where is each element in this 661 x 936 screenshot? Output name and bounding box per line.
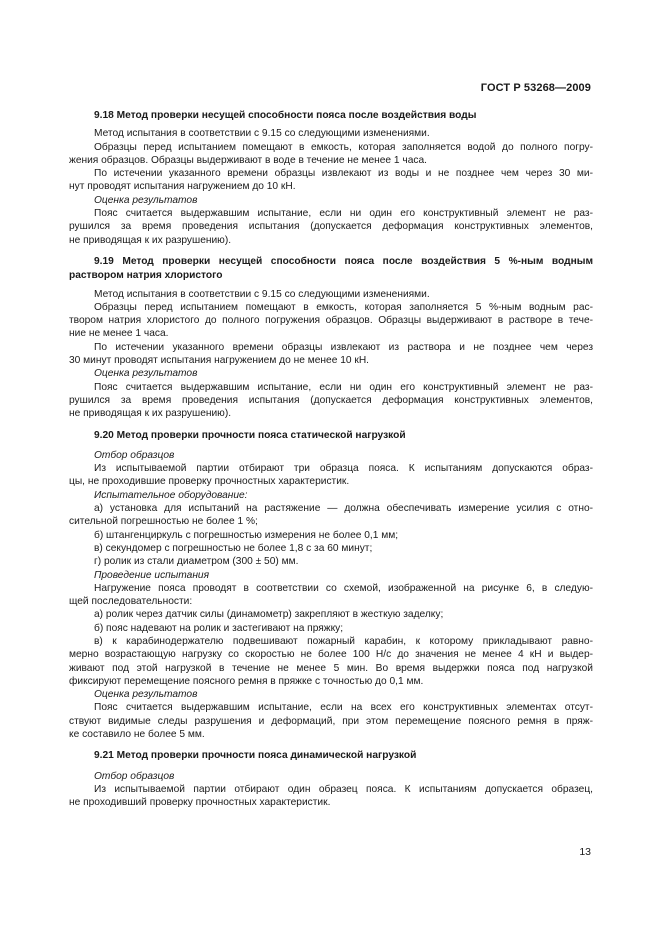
list-item-cont: сительной погрешностью не более 1 %;: [69, 516, 258, 528]
subheading-sampling: Отбор образцов: [94, 770, 175, 782]
paragraph-line: Нагружение пояса проводят в соответствии со схемой, изображенной на рисунке 6, в следую-: [94, 582, 593, 594]
subheading-sampling: Отбор образцов: [94, 449, 175, 461]
paragraph-line: Образцы перед испытанием помещают в емкость, которая заполняется водой до полного погру-: [94, 141, 593, 153]
list-item: г) ролик из стали диаметром (300 ± 50) мм.: [94, 556, 299, 568]
paragraph-line: Образцы перед испытанием помещают в емкость, которая заполняется 5 %-ным водным рас-: [94, 301, 593, 313]
list-item: а) установка для испытаний на растяжение — должна обеспечивать измерение усилия с отно-: [94, 503, 593, 515]
paragraph-line: цы, не проходившие проверку прочностных характеристик.: [69, 476, 350, 488]
subheading-results: Оценка результатов: [94, 194, 198, 206]
paragraph-line: не приводящая к их разрушению).: [69, 408, 232, 420]
paragraph-line: Из испытываемой партии отбирают один образец пояса. К испытаниям допускается образец,: [94, 783, 593, 795]
paragraph-line: Метод испытания в соответствии с 9.15 со следующими изменениями.: [94, 128, 430, 140]
page-number: 13: [579, 846, 591, 858]
paragraph-line: По истечении указанного времени образцы извлекают из раствора и не позднее чем через: [94, 341, 593, 353]
paragraph-line: щей последовательности:: [69, 596, 193, 608]
paragraph-line: По истечении указанного времени образцы извлекают из воды и не позднее чем через 30 ми-: [94, 168, 593, 180]
paragraph-line: твором натрия хлористого до полного погружения образцов. Образцы выдерживают в растворе в тече-: [69, 315, 593, 327]
subheading-equipment: Испытательное оборудование:: [94, 489, 248, 501]
paragraph-line: рушился за время проведения испытания (допускается деформация конструктивных элементов,: [69, 221, 593, 233]
list-item: б) штангенциркуль с погрешностью измерения не более 0,1 мм;: [94, 529, 399, 541]
paragraph-line: Метод испытания в соответствии с 9.15 со следующими изменениями.: [94, 288, 430, 300]
paragraph-line: Пояс считается выдержавшим испытание, если ни один его конструктивный элемент не раз-: [94, 381, 593, 393]
paragraph-line: не приводящая к их разрушению).: [69, 234, 232, 246]
paragraph-line: жения образцов. Образцы выдерживают в воде в течение не менее 1 часа.: [69, 154, 427, 166]
subheading-results: Оценка результатов: [94, 368, 198, 380]
section-heading-9-19-cont: раствором натрия хлористого: [69, 270, 223, 282]
list-item: в) к карабинодержателю подвешивают пожарный карабин, к которому прикладывают равно-: [94, 635, 593, 647]
list-item: а) ролик через датчик силы (динамометр) закрепляют в жесткую заделку;: [94, 609, 444, 621]
paragraph-line: нут проводят испытания нагружением до 10 кН.: [69, 181, 296, 193]
paragraph-line: ние не менее 1 часа.: [69, 328, 169, 340]
section-heading-9-18: 9.18 Метод проверки несущей способности пояса после воздействия воды: [94, 110, 477, 121]
paragraph-line: ствуют видимые следы разрушения и деформаций, при этом перемещение поясного ремня в пряж-: [69, 715, 593, 727]
paragraph-line: не проходивший проверку прочностных характеристик.: [69, 797, 331, 809]
list-item: в) секундомер с погрешностью не более 1,8 с за 60 минут;: [94, 542, 373, 554]
list-item-cont: мерно возрастающую нагрузку со скоростью не более 100 Н/с до значения не менее 4 кН и выдер-: [69, 649, 593, 661]
section-heading-9-19: 9.19 Метод проверки несущей способности пояса после воздействия 5 %-ным водным: [94, 255, 593, 267]
section-heading-9-20: 9.20 Метод проверки прочности пояса статической нагрузкой: [94, 429, 406, 441]
paragraph-line: Пояс считается выдержавшим испытание, если ни один его конструктивный элемент не раз-: [94, 208, 593, 220]
document-body: [69, 108, 593, 810]
subheading-results: Оценка результатов: [94, 689, 198, 701]
list-item: б) пояс надевают на ролик и застегивают на пряжку;: [94, 622, 344, 634]
list-item-cont: живают под этой нагрузкой в течение не менее 5 мин. Во время выдержки пояса под нагрузкой: [69, 662, 593, 674]
paragraph-line: 30 минут проводят испытания нагружением до не менее 10 кН.: [69, 355, 370, 367]
subheading-procedure: Проведение испытания: [94, 569, 210, 581]
paragraph-line: Из испытываемой партии отбирают три образца пояса. К испытаниям допускаются образ-: [94, 463, 593, 475]
list-item-cont: фиксируют перемещение поясного ремня в пряжке с точностью до 0,1 мм.: [69, 675, 424, 687]
paragraph-line: рушился за время проведения испытания (допускается деформация конструктивных элементов,: [69, 394, 593, 406]
paragraph-line: ке составило не более 5 мм.: [69, 729, 205, 741]
paragraph-line: Пояс считается выдержавшим испытание, если на всех его конструктивных элементах отсут-: [94, 702, 593, 714]
document-code: ГОСТ Р 53268—2009: [480, 82, 591, 94]
section-heading-9-21: 9.21 Метод проверки прочности пояса динамической нагрузкой: [94, 750, 417, 762]
